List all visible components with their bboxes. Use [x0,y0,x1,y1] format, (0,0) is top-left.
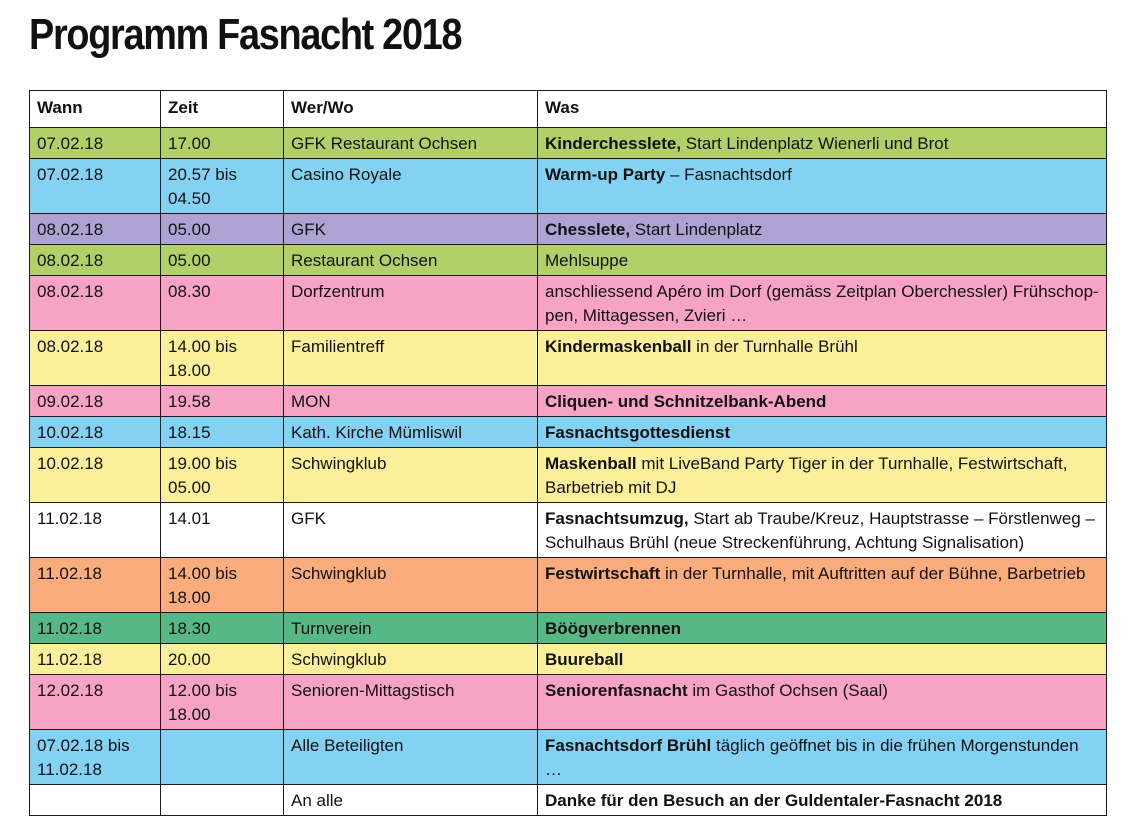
cell-wer-wo: MON [284,386,538,417]
event-details: Start Lindenplatz Wienerli und Brot [681,134,949,153]
table-header-row [30,91,1107,128]
table-row [30,159,1107,214]
cell-was [538,730,1107,785]
cell-wer-wo: Schwingklub [284,448,538,503]
cell-wer-wo: Kath. Kirche Mümliswil [284,417,538,448]
table-row [30,128,1107,159]
column-header-wann: Wann [30,91,161,128]
event-name: Festwirtschaft [545,564,661,583]
cell-wer-wo: Senioren-Mittagstisch [284,675,538,730]
table-row [30,644,1107,675]
cell-was [538,214,1107,245]
cell-was [538,503,1107,558]
table-row [30,558,1107,613]
cell-zeit: 05.00 [161,214,284,245]
cell-zeit: 19.58 [161,386,284,417]
column-header-zeit: Zeit [161,91,284,128]
cell-zeit: 14.00 bis 18.00 [161,331,284,386]
event-name: Cliquen- und Schnitzelbank-Abend [545,392,827,411]
table-row [30,448,1107,503]
cell-zeit: 20.00 [161,644,284,675]
cell-was [538,331,1107,386]
event-details: in der Turnhalle Brühl [691,337,858,356]
cell-wer-wo: An alle [284,785,538,816]
cell-zeit [161,730,284,785]
table-row [30,331,1107,386]
cell-wann: 08.02.18 [30,276,161,331]
cell-zeit: 17.00 [161,128,284,159]
cell-wer-wo: Familientreff [284,331,538,386]
event-name: Maskenball [545,454,637,473]
cell-wer-wo: Alle Beteiligten [284,730,538,785]
cell-wann: 07.02.18 bis 11.02.18 [30,730,161,785]
cell-was [538,276,1107,331]
cell-zeit: 18.15 [161,417,284,448]
cell-wer-wo: Restaurant Ochsen [284,245,538,276]
cell-was [538,159,1107,214]
page-title: Programm Fasnacht 2018 [29,10,462,59]
event-name: Kinderchesslete, [545,134,682,153]
cell-wann: 10.02.18 [30,417,161,448]
cell-was [538,128,1107,159]
cell-zeit: 12.00 bis 18.00 [161,675,284,730]
column-header-wer-wo: Wer/Wo [284,91,538,128]
event-name: Seniorenfasnacht [545,681,688,700]
cell-wann: 10.02.18 [30,448,161,503]
event-name: Fasnachtsdorf Brühl [545,736,712,755]
event-details: mit LiveBand Party Tiger in der Turnhalle, Festwirtschaft, Barbetrieb mit DJ [545,454,1068,497]
cell-wann: 08.02.18 [30,331,161,386]
table-row [30,675,1107,730]
cell-wann: 08.02.18 [30,214,161,245]
cell-wann: 11.02.18 [30,503,161,558]
cell-was [538,386,1107,417]
table-row [30,613,1107,644]
table-row [30,214,1107,245]
event-name: Fasnachtsumzug, [545,509,689,528]
cell-wann: 12.02.18 [30,675,161,730]
column-header-was: Was [538,91,1107,128]
cell-wer-wo: GFK Restaurant Ochsen [284,128,538,159]
cell-zeit: 19.00 bis 05.00 [161,448,284,503]
cell-wann: 09.02.18 [30,386,161,417]
event-name: Fasnachtsgottesdienst [545,423,731,442]
table-row [30,245,1107,276]
cell-wer-wo: Schwingklub [284,644,538,675]
event-details: täglich geöffnet bis in die frühen Morgenstunden … [545,736,1079,779]
cell-was [538,448,1107,503]
cell-was [538,644,1107,675]
cell-zeit: 20.57 bis 04.50 [161,159,284,214]
table-row [30,503,1107,558]
event-details: im Gasthof Ochsen (Saal) [687,681,888,700]
cell-wer-wo: Dorfzentrum [284,276,538,331]
cell-wer-wo: Schwingklub [284,558,538,613]
cell-wer-wo: Casino Royale [284,159,538,214]
cell-was [538,245,1107,276]
table-row [30,417,1107,448]
event-name: Warm-up Party [545,165,666,184]
cell-zeit [161,785,284,816]
cell-wann: 11.02.18 [30,558,161,613]
cell-zeit: 08.30 [161,276,284,331]
cell-wann [30,785,161,816]
cell-zeit: 05.00 [161,245,284,276]
cell-zeit: 18.30 [161,613,284,644]
program-table [29,90,1107,816]
cell-zeit: 14.00 bis 18.00 [161,558,284,613]
event-details: Mehlsuppe [545,251,629,270]
cell-was [538,675,1107,730]
cell-wann: 07.02.18 [30,159,161,214]
cell-wer-wo: GFK [284,214,538,245]
cell-wer-wo: GFK [284,503,538,558]
table-row [30,730,1107,785]
event-details: Start ab Traube/Kreuz, Hauptstrasse – Förstlenweg – Schulhaus Brühl (neue Streckenführung, Achtung Signalisation) [545,509,1095,552]
cell-was [538,417,1107,448]
event-name: Danke für den Besuch an der Guldentaler-Fasnacht 2018 [545,791,1003,810]
cell-wer-wo: Turnverein [284,613,538,644]
cell-wann: 08.02.18 [30,245,161,276]
event-name: Chesslete, [545,220,631,239]
cell-was [538,785,1107,816]
event-details: – Fasnachtsdorf [665,165,792,184]
cell-wann: 07.02.18 [30,128,161,159]
event-name: Kindermaskenball [545,337,692,356]
cell-wann: 11.02.18 [30,613,161,644]
event-details: in der Turnhalle, mit Auftritten auf der Bühne, Barbetrieb [660,564,1086,583]
table-row [30,386,1107,417]
event-details: Start Lindenplatz [630,220,763,239]
cell-was [538,558,1107,613]
cell-wann: 11.02.18 [30,644,161,675]
table-row [30,276,1107,331]
cell-zeit: 14.01 [161,503,284,558]
cell-was [538,613,1107,644]
table-row [30,785,1107,816]
event-name: Böögverbrennen [545,619,682,638]
event-name: Buureball [545,650,624,669]
event-details: anschliessend Apéro im Dorf (gemäss Zeitplan Oberchessler) Frühschop-pen, Mittagessen, Zvieri … [545,282,1099,325]
